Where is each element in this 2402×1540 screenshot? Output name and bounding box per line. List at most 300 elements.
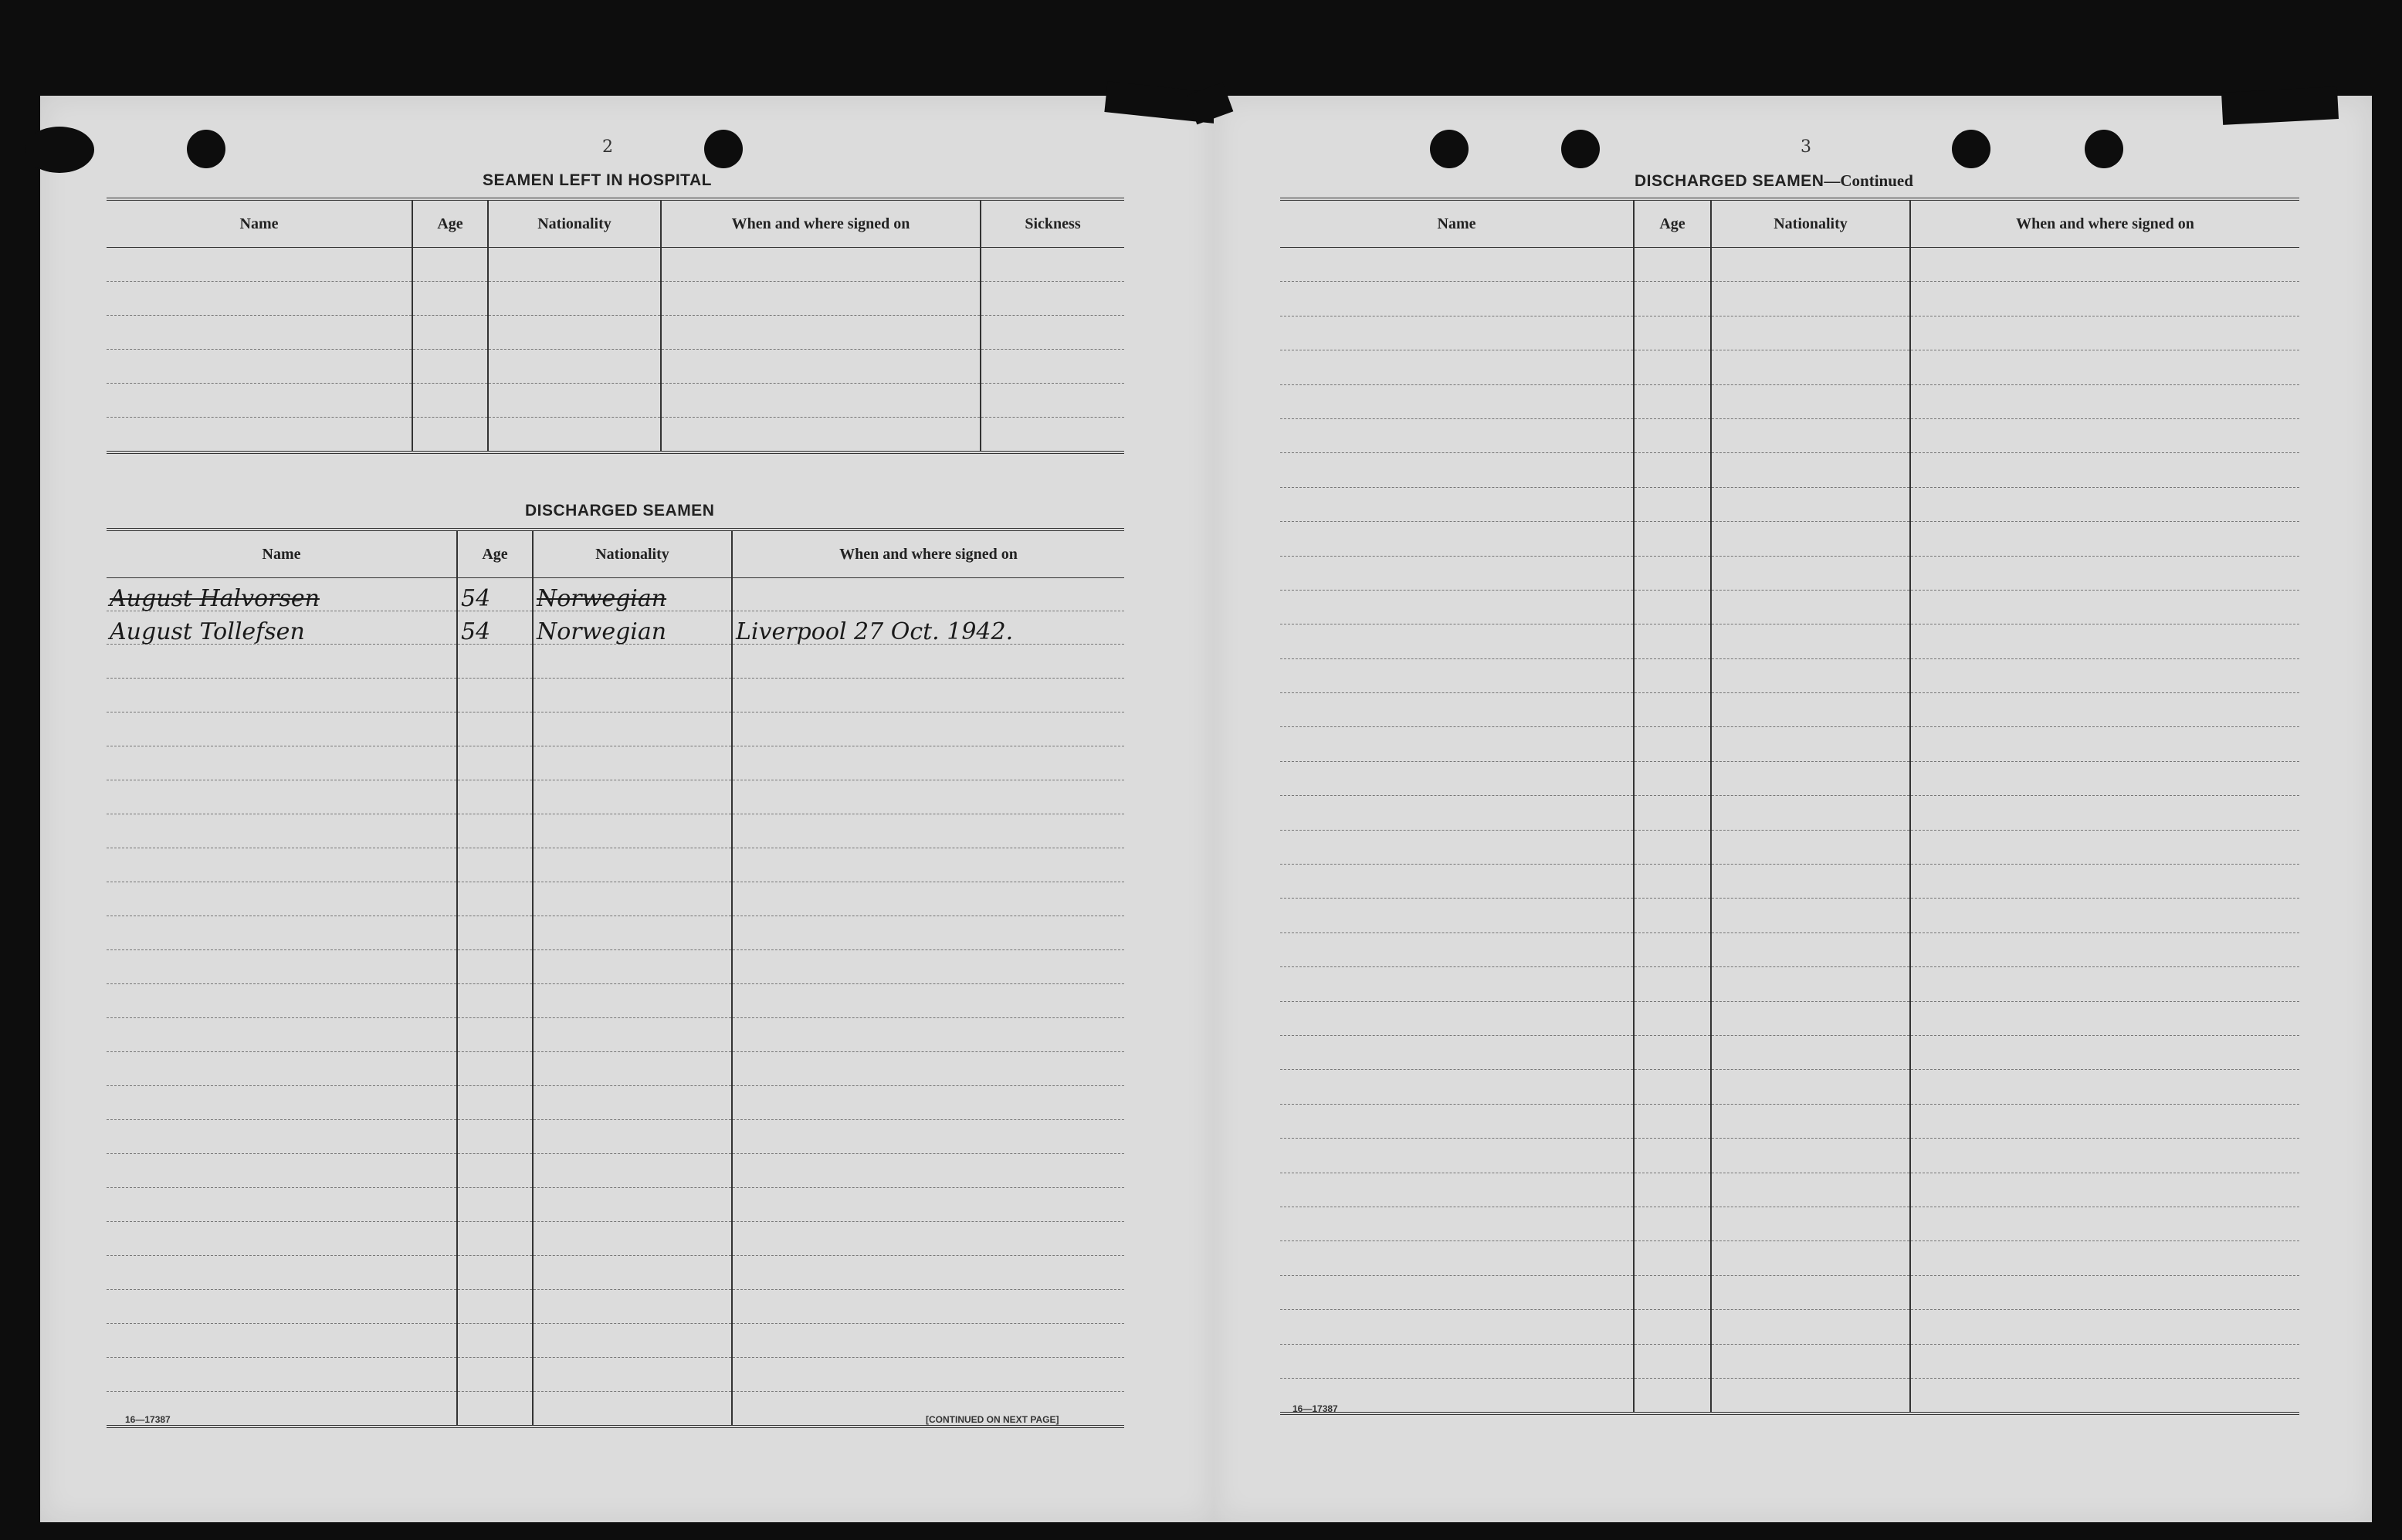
blank-cell [1711,316,1910,350]
table-row [1280,693,2299,727]
blank-cell [533,814,732,848]
torn-corner [25,127,94,173]
column-header-nationality: Nationality [533,530,732,578]
table-row [107,916,1124,950]
table-row [1280,624,2299,658]
blank-cell [1634,967,1711,1001]
blank-cell [981,418,1124,453]
blank-cell [533,1018,732,1052]
table-row [1280,1104,2299,1138]
blank-cell [1280,1035,1634,1069]
blank-cell [1711,967,1910,1001]
blank-cell [533,712,732,746]
seaman-age: 54 [457,611,533,645]
blank-cell [457,1154,533,1188]
blank-cell [1280,624,1634,658]
table-row [1280,453,2299,487]
form-number: 16—17387 [1292,1403,1338,1414]
blank-cell [732,712,1124,746]
blank-cell [1634,899,1711,932]
blank-cell [107,848,457,882]
blank-cell [107,712,457,746]
blank-cell [1910,316,2299,350]
blank-cell [488,418,661,453]
blank-cell [107,1188,457,1222]
blank-cell [732,746,1124,780]
column-header-name: Name [1280,199,1634,248]
blank-cell [1634,1001,1711,1035]
column-header-age: Age [412,199,488,248]
blank-cell [107,1290,457,1324]
table-row [1280,899,2299,932]
blank-cell [412,418,488,453]
table-row [1280,830,2299,864]
table-row [1280,727,2299,761]
seaman-name: August Tollefsen [107,611,457,645]
table-row [107,1290,1124,1324]
blank-cell [1910,1070,2299,1104]
blank-cell [1634,830,1711,864]
blank-cell [533,916,732,950]
blank-cell [1711,1378,1910,1413]
blank-cell [533,1256,732,1290]
blank-cell [1634,1139,1711,1173]
punch-hole [187,130,225,168]
blank-cell [1711,418,1910,452]
blank-cell [1711,932,1910,966]
blank-cell [732,984,1124,1018]
blank-cell [732,882,1124,916]
blank-cell [661,418,981,453]
blank-cell [1711,248,1910,282]
blank-cell [732,780,1124,814]
blank-cell [1634,1378,1711,1413]
blank-cell [457,1222,533,1256]
blank-cell [1910,693,2299,727]
table-row [1280,1035,2299,1069]
table-row [1280,967,2299,1001]
table-row [1280,590,2299,624]
blank-cell [1634,556,1711,590]
blank-cell [1910,487,2299,521]
blank-cell [107,814,457,848]
column-header-signed-on: When and where signed on [1910,199,2299,248]
blank-cell [1711,487,1910,521]
table-row [1280,932,2299,966]
blank-cell [661,282,981,316]
blank-cell [457,882,533,916]
blank-cell [1280,1241,1634,1275]
blank-cell [732,645,1124,679]
table-row [1280,1378,2299,1413]
blank-cell [1711,384,1910,418]
blank-cell [107,1358,457,1392]
punch-hole [1561,130,1600,168]
blank-cell [1634,384,1711,418]
blank-cell [533,1086,732,1120]
blank-cell [107,679,457,712]
table-row [1280,1310,2299,1344]
blank-cell [1711,727,1910,761]
blank-cell [1634,316,1711,350]
table-row [1280,1344,2299,1378]
blank-cell [661,248,981,282]
table-row [1280,1139,2299,1173]
blank-cell [412,384,488,418]
blank-cell [107,780,457,814]
blank-cell [1910,1241,2299,1275]
blank-cell [457,916,533,950]
seaman-nationality: Norwegian [533,578,732,611]
blank-cell [1280,1070,1634,1104]
blank-cell [457,1188,533,1222]
blank-cell [1280,248,1634,282]
blank-cell [1280,693,1634,727]
table-row [107,1222,1124,1256]
table-row [107,1018,1124,1052]
blank-cell [1910,899,2299,932]
right-page [1214,96,2372,1522]
blank-cell [1711,761,1910,795]
blank-cell [1711,1001,1910,1035]
punch-hole [1430,130,1469,168]
table-row [1280,1070,2299,1104]
blank-cell [107,350,412,384]
blank-cell [1634,1310,1711,1344]
blank-cell [1280,1275,1634,1309]
table-row [1280,1207,2299,1240]
blank-cell [1634,1104,1711,1138]
column-header-signed-on: When and where signed on [732,530,1124,578]
blank-cell [457,950,533,984]
seaman-signed-on [732,578,1124,611]
blank-cell [1280,899,1634,932]
table-row [1280,865,2299,899]
blank-cell [412,248,488,282]
blank-cell [1910,830,2299,864]
table-row [107,1324,1124,1358]
blank-cell [1280,932,1634,966]
blank-cell [488,282,661,316]
blank-cell [1280,1173,1634,1207]
blank-cell [1910,865,2299,899]
blank-cell [1634,453,1711,487]
blank-cell [533,1052,732,1086]
table-row [107,950,1124,984]
blank-cell [661,316,981,350]
blank-cell [1711,1139,1910,1173]
blank-cell [1910,248,2299,282]
table-row [107,1358,1124,1392]
blank-cell [732,1188,1124,1222]
table-row [1280,796,2299,830]
blank-cell [1910,384,2299,418]
table-row [1280,522,2299,556]
blank-cell [1280,384,1634,418]
blank-cell [1634,350,1711,384]
blank-cell [457,1358,533,1392]
table-row [107,578,1124,611]
blank-cell [1910,1207,2299,1240]
table-row [107,984,1124,1018]
table-row [1280,418,2299,452]
blank-cell [1711,693,1910,727]
blank-cell [1280,556,1634,590]
column-header-age: Age [457,530,533,578]
column-header-sickness: Sickness [981,199,1124,248]
blank-cell [1910,1001,2299,1035]
table-row [107,645,1124,679]
blank-cell [981,282,1124,316]
blank-cell [457,1018,533,1052]
blank-cell [1711,1275,1910,1309]
blank-cell [457,1086,533,1120]
blank-cell [732,1324,1124,1358]
blank-cell [1280,1139,1634,1173]
blank-cell [457,814,533,848]
blank-cell [1910,1378,2299,1413]
table-row [107,418,1124,453]
table-row [107,679,1124,712]
blank-cell [1711,1104,1910,1138]
blank-cell [1634,418,1711,452]
blank-cell [533,1120,732,1154]
blank-cell [1634,487,1711,521]
blank-cell [107,1052,457,1086]
blank-cell [1634,761,1711,795]
table-row [107,848,1124,882]
table-row [107,882,1124,916]
blank-cell [1634,865,1711,899]
blank-cell [533,848,732,882]
blank-cell [1910,282,2299,316]
blank-cell [533,746,732,780]
blank-cell [732,1120,1124,1154]
blank-cell [1910,522,2299,556]
blank-cell [661,384,981,418]
blank-cell [107,916,457,950]
blank-cell [1280,1001,1634,1035]
torn-edge [2221,86,2339,125]
table-row [107,746,1124,780]
blank-cell [533,950,732,984]
table-row [1280,248,2299,282]
blank-cell [1910,1035,2299,1069]
discharged-table [107,528,1124,1428]
blank-cell [107,950,457,984]
blank-cell [1280,967,1634,1001]
blank-cell [107,984,457,1018]
blank-cell [107,384,412,418]
blank-cell [732,679,1124,712]
blank-cell [457,679,533,712]
blank-cell [981,316,1124,350]
table-row [107,1120,1124,1154]
blank-cell [732,1154,1124,1188]
blank-cell [1711,830,1910,864]
table-row [1280,282,2299,316]
blank-cell [457,1256,533,1290]
blank-cell [457,1392,533,1427]
blank-cell [457,1324,533,1358]
blank-cell [1634,693,1711,727]
blank-cell [533,780,732,814]
blank-cell [732,1086,1124,1120]
blank-cell [107,1120,457,1154]
blank-cell [107,1222,457,1256]
blank-cell [1910,1104,2299,1138]
blank-cell [1910,1344,2299,1378]
blank-cell [533,1222,732,1256]
blank-cell [533,1188,732,1222]
blank-cell [1711,453,1910,487]
blank-cell [1910,796,2299,830]
table-row [107,780,1124,814]
blank-cell [107,248,412,282]
form-number: 16—17387 [125,1414,171,1425]
blank-cell [533,1392,732,1427]
blank-cell [107,645,457,679]
blank-cell [1634,624,1711,658]
blank-cell [412,282,488,316]
blank-cell [1634,590,1711,624]
table-row [107,248,1124,282]
section-title-suffix: —Continued [1824,171,1913,190]
blank-cell [1711,350,1910,384]
table-row [1280,556,2299,590]
blank-cell [1711,1241,1910,1275]
blank-cell [1280,316,1634,350]
blank-cell [732,1018,1124,1052]
table-row [107,1256,1124,1290]
blank-cell [1910,1173,2299,1207]
blank-cell [1634,282,1711,316]
table-row [1280,316,2299,350]
blank-cell [1711,1207,1910,1240]
blank-cell [732,1290,1124,1324]
blank-cell [1280,727,1634,761]
blank-cell [1711,658,1910,692]
blank-cell [1280,418,1634,452]
blank-cell [457,645,533,679]
blank-cell [1280,282,1634,316]
blank-cell [107,882,457,916]
blank-cell [1634,522,1711,556]
blank-cell [1634,1070,1711,1104]
blank-cell [457,780,533,814]
blank-cell [533,645,732,679]
table-row [107,814,1124,848]
blank-cell [1280,865,1634,899]
punch-hole [1952,130,1990,168]
blank-cell [1711,1173,1910,1207]
blank-cell [533,882,732,916]
table-row [1280,1241,2299,1275]
table-row [1280,1001,2299,1035]
table-row [1280,1173,2299,1207]
table-row [107,316,1124,350]
column-header-age: Age [1634,199,1711,248]
blank-cell [107,1018,457,1052]
blank-cell [1634,658,1711,692]
column-header-nationality: Nationality [488,199,661,248]
table-row [107,1086,1124,1120]
blank-cell [488,248,661,282]
page-number: 2 [602,137,613,157]
blank-cell [732,1222,1124,1256]
blank-cell [1711,1344,1910,1378]
blank-cell [732,1052,1124,1086]
blank-cell [107,1324,457,1358]
seaman-age: 54 [457,578,533,611]
seaman-nationality: Norwegian [533,611,732,645]
blank-cell [1634,1173,1711,1207]
blank-cell [107,282,412,316]
table-row [1280,487,2299,521]
table-row [107,1188,1124,1222]
blank-cell [1910,590,2299,624]
blank-cell [1711,1310,1910,1344]
blank-cell [1634,932,1711,966]
blank-cell [107,1086,457,1120]
blank-cell [1711,899,1910,932]
blank-cell [488,384,661,418]
blank-cell [732,814,1124,848]
blank-cell [1711,522,1910,556]
blank-cell [1280,830,1634,864]
blank-cell [1910,727,2299,761]
seaman-signed-on: Liverpool 27 Oct. 1942. [732,611,1124,645]
table-row [107,611,1124,645]
blank-cell [1280,590,1634,624]
blank-cell [533,1358,732,1392]
blank-cell [107,746,457,780]
blank-cell [1910,418,2299,452]
blank-cell [1634,1344,1711,1378]
blank-cell [457,1290,533,1324]
blank-cell [1711,1035,1910,1069]
blank-cell [1634,1275,1711,1309]
blank-cell [533,1324,732,1358]
seaman-name: August Halvorsen [107,578,457,611]
continued-note: [CONTINUED ON NEXT PAGE] [926,1414,1059,1425]
blank-cell [1634,1035,1711,1069]
blank-cell [107,418,412,453]
blank-cell [1910,932,2299,966]
blank-cell [1910,967,2299,1001]
blank-cell [107,316,412,350]
table-row [1280,350,2299,384]
blank-cell [1711,556,1910,590]
blank-cell [732,848,1124,882]
blank-cell [1280,796,1634,830]
blank-cell [412,316,488,350]
blank-cell [1634,248,1711,282]
table-row [107,282,1124,316]
hospital-section-title: SEAMEN LEFT IN HOSPITAL [483,171,712,189]
table-row [107,1154,1124,1188]
punch-hole [704,130,743,168]
blank-cell [1634,796,1711,830]
column-header-name: Name [107,199,412,248]
blank-cell [1910,1310,2299,1344]
column-header-name: Name [107,530,457,578]
table-row [107,384,1124,418]
blank-cell [732,916,1124,950]
blank-cell [1910,624,2299,658]
discharged-continued-table [1280,198,2299,1415]
blank-cell [1711,796,1910,830]
